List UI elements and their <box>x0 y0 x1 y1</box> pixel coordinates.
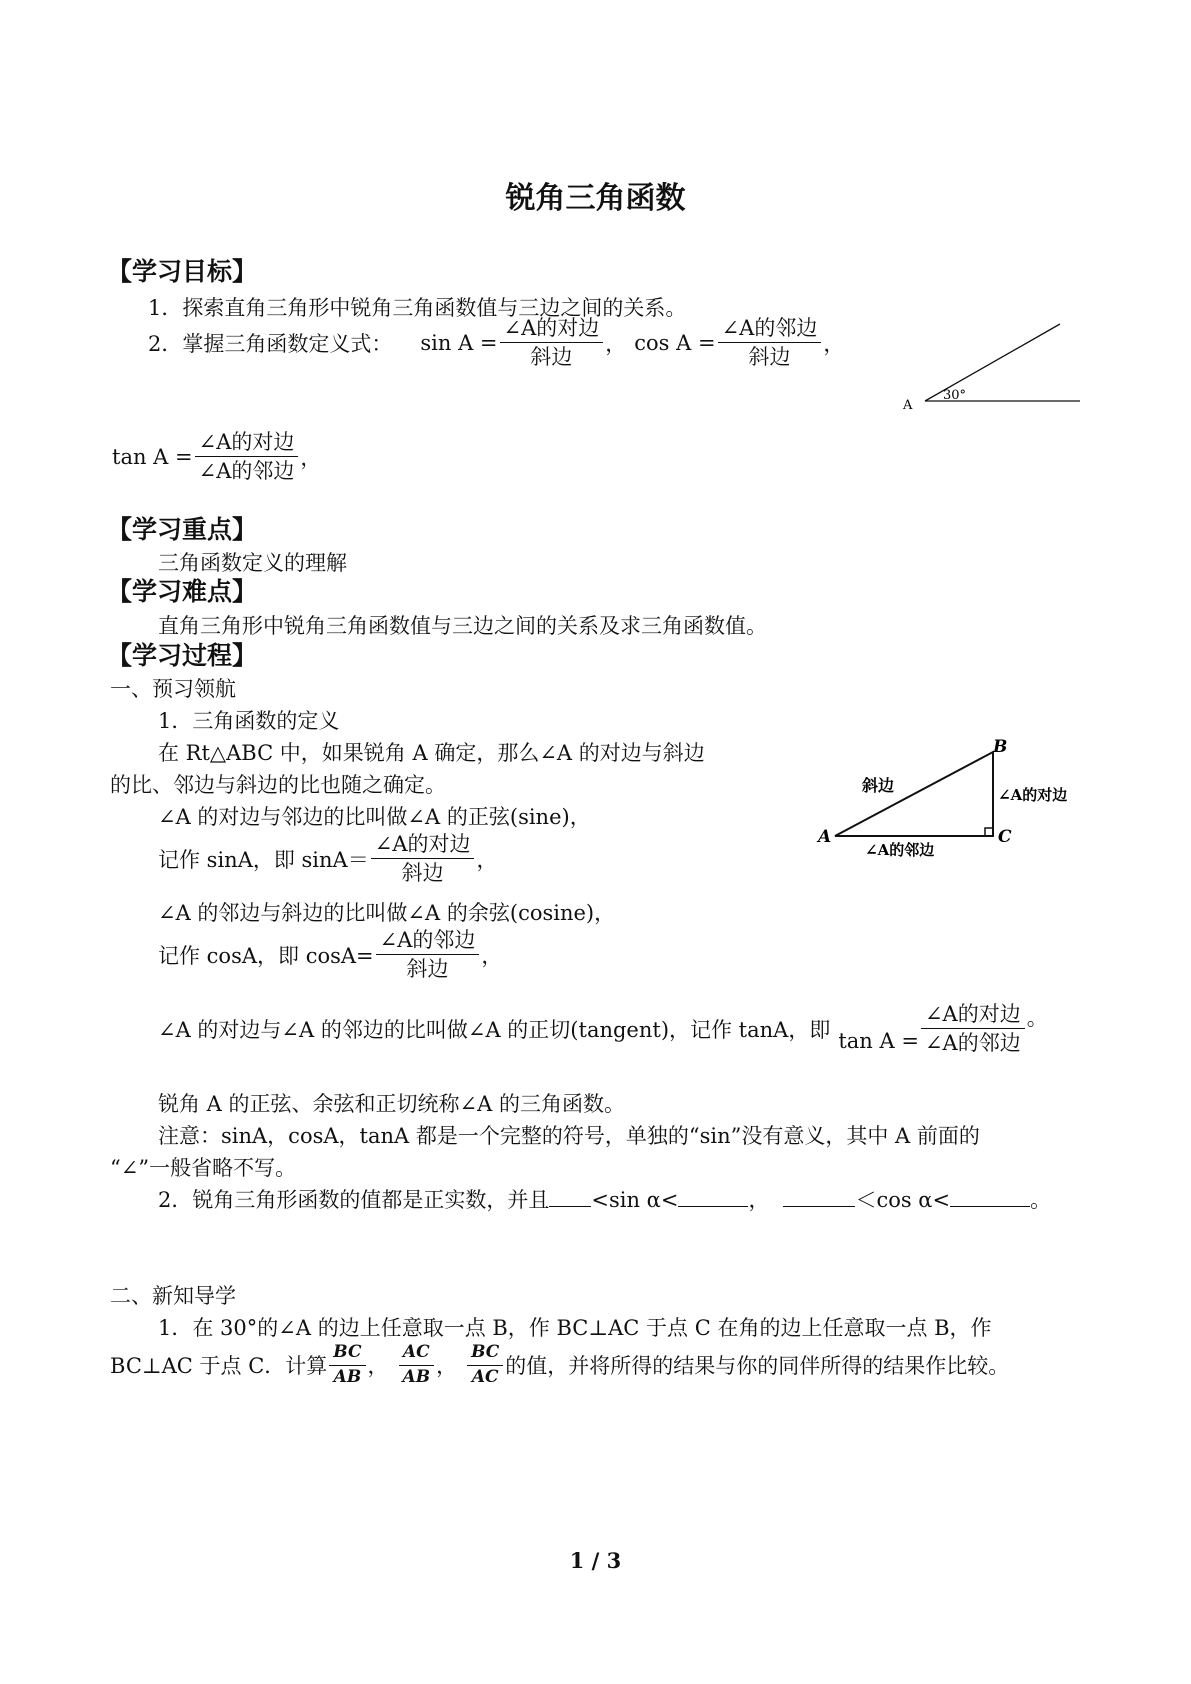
lt-sign: ＜ <box>855 1188 877 1212</box>
part1-p6: ∠A 的对边与∠A 的邻边的比叫做∠A 的正切(tangent)，记作 tanA，即 <box>158 1017 831 1042</box>
angle-vertex-label: A <box>903 398 913 413</box>
difficulty-text: 直角三角形中锐角三角函数值与三边之间的关系及求三角函数值。 <box>158 614 767 638</box>
adjacent-label: ∠A的邻边 <box>865 841 935 858</box>
tan-def-numerator: ∠A的对边 <box>921 1002 1025 1029</box>
ratio-ac-ab <box>399 1343 435 1387</box>
sin-def-fraction <box>371 832 475 885</box>
sin-definition <box>158 832 497 885</box>
opposite-label: ∠A的对边 <box>998 786 1068 804</box>
cos-def-denominator: 斜边 <box>406 957 449 982</box>
part1-p1a: 在 Rt△ABC 中，如果锐角 A 确定，那么∠A 的对边与斜边 <box>158 741 705 765</box>
ratio-bc-ac-num: BC <box>467 1343 503 1366</box>
blank-4[interactable] <box>950 1188 1030 1207</box>
tan-def-denominator: ∠A的邻边 <box>924 1031 1021 1056</box>
tan-fraction <box>195 430 299 483</box>
right-triangle-figure <box>810 738 1100 858</box>
ratio-bc-ac <box>467 1343 503 1387</box>
page-title: 锐角三角函数 <box>505 181 686 216</box>
lt-sign: < <box>660 1188 679 1212</box>
part1-p8b: “∠”一般省略不写。 <box>110 1156 297 1180</box>
period: 。 <box>1026 1005 1048 1030</box>
cos-def-fraction <box>376 928 480 981</box>
vertex-c-label: C <box>998 827 1012 847</box>
tan-def-lhs: tan A = <box>838 1028 919 1053</box>
lt-sign: < <box>591 1188 609 1212</box>
sin-alpha: sin α <box>608 1188 661 1212</box>
lt-sign: < <box>932 1188 951 1212</box>
part1-p7: 锐角 A 的正弦、余弦和正切统称∠A 的三角函数。 <box>158 1092 625 1116</box>
part1-p9 <box>158 1184 1051 1214</box>
cos-def-lhs: 记作 cosA，即 cosA= <box>158 943 374 968</box>
blank-1[interactable] <box>549 1188 591 1207</box>
comma: ， <box>300 445 322 470</box>
period: 。 <box>1030 1188 1052 1212</box>
section-difficulty: 【学习难点】 <box>107 577 258 606</box>
sin-lhs: sin A = <box>420 330 498 355</box>
cos-denominator: 斜边 <box>748 345 791 370</box>
sin-numerator: ∠A的对边 <box>500 316 604 343</box>
comma: ， <box>476 847 498 872</box>
cos-lhs: cos A = <box>634 330 716 355</box>
part1-heading: 一、预习领航 <box>110 677 236 701</box>
section-goals: 【学习目标】 <box>107 257 258 286</box>
part2-p1b <box>110 1343 1009 1387</box>
triangle-outline <box>835 752 993 836</box>
part2-p1a: 1．在 30°的∠A 的边上任意取一点 B，作 BC⊥AC 于点 C 在角的边上任意取一点 B，作 <box>158 1316 992 1340</box>
cos-def-numerator: ∠A的邻边 <box>376 928 480 955</box>
comma: ， <box>481 943 503 968</box>
part2-p1b-rhs: 的值，并将所得的结果与你的同伴所得的结果作比较。 <box>505 1354 1010 1379</box>
part2-p1b-lhs: BC⊥AC 于点 C．计算 <box>110 1354 328 1379</box>
comma: ， <box>367 1354 389 1379</box>
goal-item-2-label: 2．掌握三角函数定义式： <box>148 331 393 356</box>
part2-heading: 二、新知导学 <box>110 1284 236 1308</box>
section-key: 【学习重点】 <box>107 515 258 544</box>
ratio-bc-ab-num: BC <box>329 1343 365 1366</box>
cos-fraction <box>718 316 822 369</box>
goal-item-2 <box>148 316 844 369</box>
blank-3[interactable] <box>783 1188 855 1207</box>
sin-def-numerator: ∠A的对边 <box>371 832 475 859</box>
comma: ， <box>605 331 627 356</box>
hypotenuse-label: 斜边 <box>862 776 895 795</box>
part1-p1b: 的比、邻边与斜边的比也随之确定。 <box>110 773 446 797</box>
right-angle-mark <box>985 828 993 836</box>
sin-denominator: 斜边 <box>530 345 573 370</box>
comma: ， <box>748 1188 770 1212</box>
tan-def-line <box>158 1002 1048 1055</box>
ratio-bc-ab <box>329 1343 365 1387</box>
angle-30-figure <box>895 318 1085 414</box>
ratio-ac-ab-den: AB <box>402 1366 431 1387</box>
sin-def-lhs: 记作 sinA，即 sinA＝ <box>158 847 369 872</box>
angle-degree-label: 30° <box>943 388 967 403</box>
part1-p4: ∠A 的邻边与斜边的比叫做∠A 的余弦(cosine)， <box>158 901 616 925</box>
comma: ， <box>823 331 845 356</box>
tan-numerator: ∠A的对边 <box>195 430 299 457</box>
part1-p2: ∠A 的对边与邻边的比叫做∠A 的正弦(sine)， <box>158 805 591 829</box>
tan-lhs: tan A = <box>112 444 193 469</box>
tan-definition <box>112 430 321 483</box>
cos-definition <box>158 928 502 981</box>
sin-def-denominator: 斜边 <box>401 861 444 886</box>
page-number: 1 / 3 <box>569 1548 622 1573</box>
tan-def-fraction <box>921 1002 1025 1055</box>
ratio-bc-ab-den: AB <box>333 1366 362 1387</box>
section-process: 【学习过程】 <box>107 641 258 670</box>
sin-fraction <box>500 316 604 369</box>
vertex-b-label: B <box>993 738 1008 757</box>
goal-item-1: 1．探索直角三角形中锐角三角函数值与三边之间的关系。 <box>148 296 687 320</box>
part1-p9-label: 2．锐角三角形函数的值都是正实数，并且 <box>158 1188 550 1212</box>
tan-denominator: ∠A的邻边 <box>198 459 295 484</box>
part1-sub1: 1．三角函数的定义 <box>158 709 340 733</box>
vertex-a-label: A <box>818 827 832 847</box>
cos-alpha: cos α <box>876 1188 933 1212</box>
cos-numerator: ∠A的邻边 <box>718 316 822 343</box>
comma: ， <box>436 1354 458 1379</box>
key-text: 三角函数定义的理解 <box>158 551 347 575</box>
ratio-bc-ac-den: AC <box>471 1366 499 1387</box>
part1-p8a: 注意：sinA，cosA，tanA 都是一个完整的符号，单独的“sin”没有意义，其中 A 前面的 <box>158 1124 980 1148</box>
ratio-ac-ab-num: AC <box>399 1343 434 1366</box>
blank-2[interactable] <box>678 1188 748 1207</box>
